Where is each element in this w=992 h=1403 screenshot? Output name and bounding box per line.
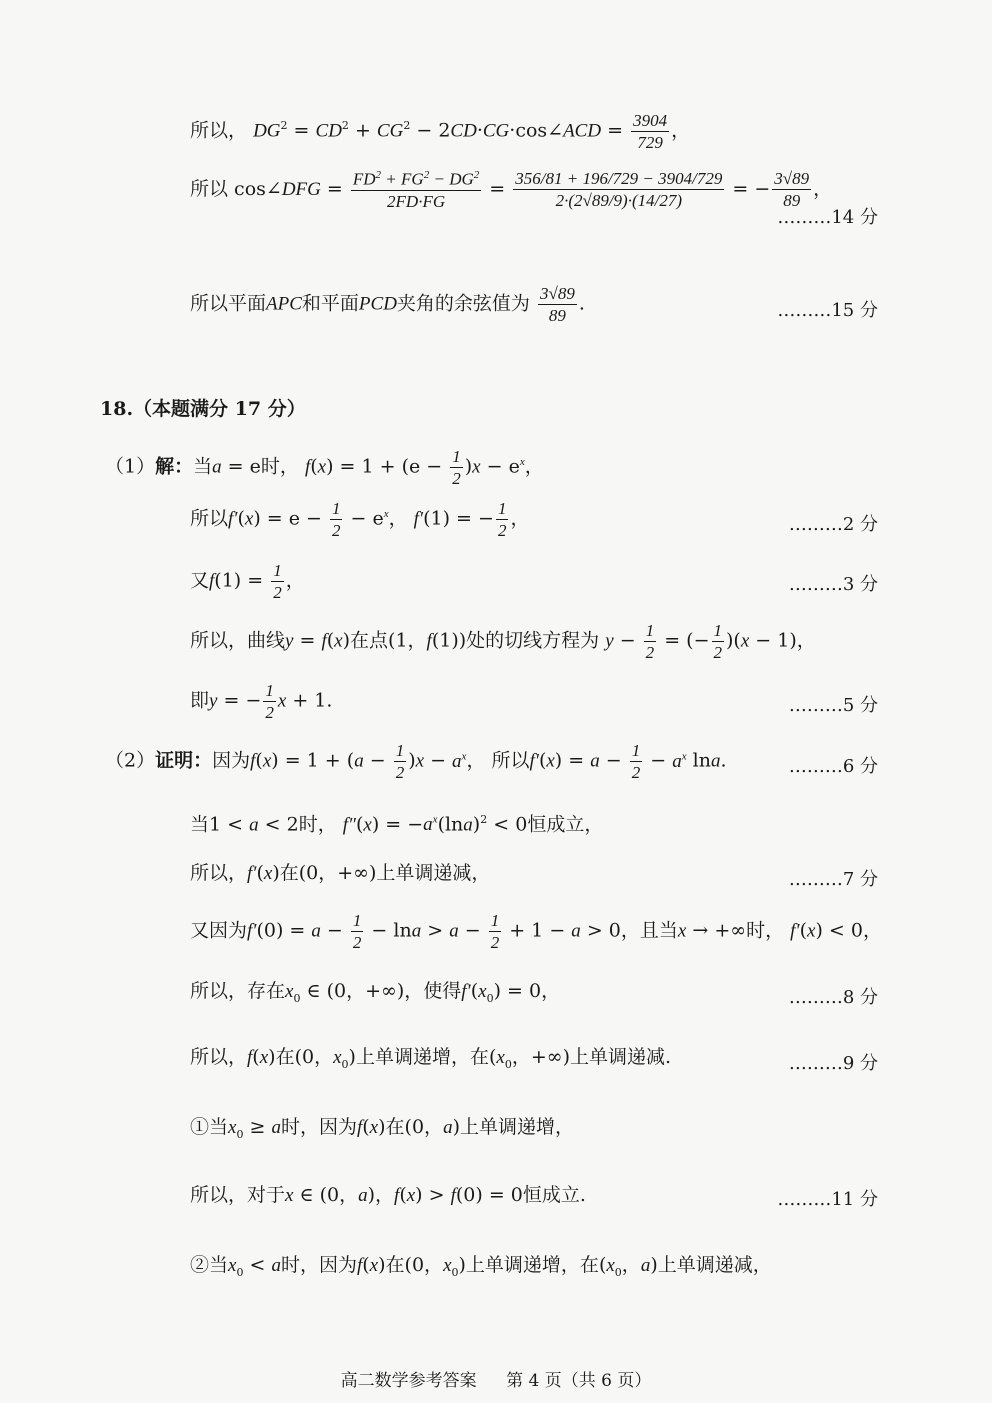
score-8: ………8 分	[788, 987, 878, 1008]
score-11: ………11 分	[777, 1189, 878, 1210]
also-because-line: 又因为f′(0) = a − $\frac{1}{2}$ − lna > a − $\frac{1}{2}$ + 1 − a > 0，且当x → +∞时， f′(x) < 0，	[190, 911, 882, 952]
case1-conclusion-line: 所以，对于x ∈ (0，a)，f(x) > f(0) = 0恒成立.	[190, 1184, 586, 1206]
tangent-line: 所以，曲线y = f(x)在点(1，f(1))处的切线方程为 y − $\frac{1}{2}$ = (− $\frac{1}{2}$ )(x − 1)，	[190, 621, 816, 662]
tangent-result-line: 即y = − $\frac{1}{2}$ x + 1.	[190, 681, 333, 722]
exist-line: 所以，存在$x_0$ ∈ (0，+∞)，使得$f'(x_0) = 0$，	[190, 980, 561, 1005]
cos-dfg-line: 所以 cos∠DFG = $\frac{FD^2 + FG^2 - DG^2}{2FD\cdot FG}$ = $\frac{356/81 + 196/729 - 3904/729}{2\cdot(2√89/9)\cdot(14/27)}$ = − $\frac{3√89}{89}$ ，	[190, 169, 833, 211]
case1-line: ①当$x_0 \ge a$时，因为f(x)在(0，a)上单调递增，	[190, 1116, 574, 1141]
monotonic-line: 所以，f(x)在(0，$x_0$)上单调递增，在($x_0$，+∞)上单调递减.	[190, 1046, 672, 1071]
score-6: ………6 分	[788, 756, 878, 777]
score-5: ………5 分	[788, 695, 878, 716]
footer-page: 第 4 页（共 6 页）	[506, 1371, 652, 1391]
fraction: $\frac{3904}{729}$	[633, 111, 668, 152]
f1-line: 又f(1) = $\frac{1}{2}$ ，	[190, 561, 305, 602]
score-14: ………14 分	[777, 207, 878, 228]
part2-line: （2）证明：因为f(x) = 1 + (a − $\frac{1}{2}$ )$x - a^x$， 所以f′(x) = a − $\frac{1}{2}$ − $a^x$ lna.	[105, 741, 727, 782]
derivative-line: 所以f′(x) = e − $\frac{1}{2}$ − $e^x$， f′(1) = − $\frac{1}{2}$ ，	[190, 499, 530, 540]
score-9: ………9 分	[788, 1053, 878, 1074]
score-7: ………7 分	[788, 869, 878, 890]
decreasing-line: 所以，f′(x)在(0，+∞)上单调递减，	[190, 862, 491, 884]
plane-angle-line: 所以平面APC和平面PCD夹角的余弦值为 $\frac{3√89}{89}$ .	[190, 284, 585, 325]
part1-line: （1）解：当a = e时， f(x) = 1 + (e − $\frac{1}{2}$ )$x - e^x$，	[105, 447, 544, 488]
score-2: ………2 分	[788, 514, 878, 535]
second-derivative-line: 当1 < a < 2时， $f''(x) = -a^x(\ln a)^2 < 0$恒成立，	[190, 813, 604, 836]
dg-squared-line: 所以， $DG^2 = CD^2 + CG^2$ − 2CD·CG·cos∠ACD = $\frac{3904}{729}$ ，	[190, 111, 691, 152]
page-footer	[0, 1366, 992, 1391]
footer-title: 高二数学参考答案	[340, 1371, 477, 1391]
question-18-title: 18.（本题满分 17 分）	[100, 398, 306, 420]
case2-line: ②当$x_0 < a$时，因为f(x)在(0，$x_0$)上单调递增，在($x_0$，a)上单调递减，	[190, 1254, 772, 1279]
score-15: ………15 分	[777, 300, 878, 321]
score-3: ………3 分	[788, 574, 878, 595]
